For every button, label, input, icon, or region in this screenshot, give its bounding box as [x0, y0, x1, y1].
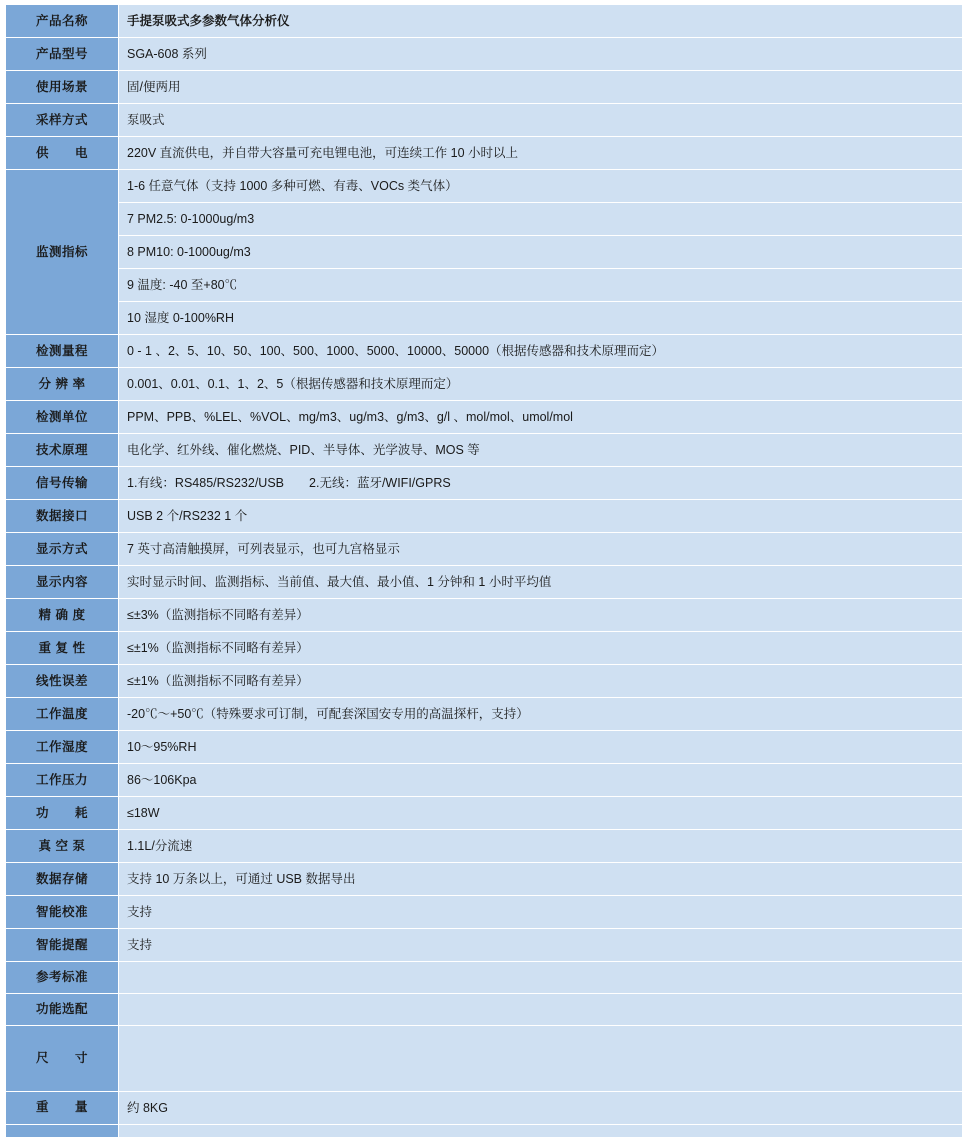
row-label: 重 量 — [6, 1091, 119, 1124]
table-row — [6, 500, 963, 533]
indicator-text: 7 PM2.5: 0-1000ug/m3 — [119, 203, 962, 236]
table-row — [6, 368, 963, 401]
row-label: 功能选配 — [6, 993, 119, 1025]
row-value: 10～95%RH — [119, 731, 963, 764]
row-value: 86～106Kpa — [119, 764, 963, 797]
row-value: 手提泵吸式多参数气体分析仪 — [119, 5, 963, 38]
row-value: ≤±1%（监测指标不同略有差异） — [119, 665, 963, 698]
row-value: 实时显示时间、监测指标、当前值、最大值、最小值、1 分钟和 1 小时平均值 — [119, 566, 963, 599]
table-row — [6, 764, 963, 797]
row-value: USB 2 个/RS232 1 个 — [119, 500, 963, 533]
list-item — [119, 269, 962, 302]
row-value: 支持 — [119, 896, 963, 929]
table-row — [6, 38, 963, 71]
row-label — [6, 1124, 119, 1137]
row-label: 工作温度 — [6, 698, 119, 731]
row-label: 产品名称 — [6, 5, 119, 38]
row-label: 线性误差 — [6, 665, 119, 698]
row-label: 信号传输 — [6, 467, 119, 500]
indicator-text: 8 PM10: 0-1000ug/m3 — [119, 236, 962, 269]
row-value: 1.有线：RS485/RS232/USB 2.无线：蓝牙/WIFI/GPRS — [119, 467, 963, 500]
row-label: 使用场景 — [6, 71, 119, 104]
row-value: 电化学、红外线、催化燃烧、PID、半导体、光学波导、MOS 等 — [119, 434, 963, 467]
indicator-text: 10 湿度 0-100%RH — [119, 302, 962, 335]
row-label: 数据存储 — [6, 863, 119, 896]
row-label: 供 电 — [6, 137, 119, 170]
table-row — [6, 335, 963, 368]
row-label: 显示内容 — [6, 566, 119, 599]
row-value-group — [119, 170, 963, 335]
list-item — [119, 236, 962, 269]
row-label: 显示方式 — [6, 533, 119, 566]
row-value: 7 英寸高清触摸屏，可列表显示，也可九宫格显示 — [119, 533, 963, 566]
row-label: 参考标准 — [6, 962, 119, 994]
table-row — [6, 962, 963, 994]
row-value: 1.1L/分流速 — [119, 830, 963, 863]
row-value: ≤±3%（监测指标不同略有差异） — [119, 599, 963, 632]
row-label: 精 确 度 — [6, 599, 119, 632]
table-row — [6, 434, 963, 467]
row-value: -20℃～+50℃（特殊要求可订制，可配套深国安专用的高温探杆，支持） — [119, 698, 963, 731]
product-spec-table — [5, 4, 963, 1138]
table-row — [6, 533, 963, 566]
table-row — [6, 1124, 963, 1137]
row-value: 支持 — [119, 929, 963, 962]
row-label: 智能校准 — [6, 896, 119, 929]
table-row — [6, 104, 963, 137]
table-row — [6, 5, 963, 38]
table-row — [6, 863, 963, 896]
row-value: ≤±1%（监测指标不同略有差异） — [119, 632, 963, 665]
options-list — [119, 1025, 963, 1091]
list-item — [119, 302, 962, 335]
list-item — [119, 170, 962, 203]
table-row — [6, 71, 963, 104]
table-row — [6, 566, 963, 599]
row-label: 技术原理 — [6, 434, 119, 467]
option-item — [127, 1058, 954, 1081]
row-label: 真 空 泵 — [6, 830, 119, 863]
option-item — [127, 1036, 954, 1059]
row-label: 数据接口 — [6, 500, 119, 533]
row-value: 220V 直流供电，并自带大容量可充电锂电池，可连续工作 10 小时以上 — [119, 137, 963, 170]
row-label: 工作压力 — [6, 764, 119, 797]
row-label: 重 复 性 — [6, 632, 119, 665]
row-value: 泵吸式 — [119, 104, 963, 137]
row-value: 固/便两用 — [119, 71, 963, 104]
row-label: 功 耗 — [6, 797, 119, 830]
table-row — [6, 665, 963, 698]
list-item — [119, 203, 962, 236]
row-value — [119, 962, 963, 994]
table-row-standards — [6, 993, 963, 1025]
table-row — [6, 137, 963, 170]
row-label: 智能提醒 — [6, 929, 119, 962]
row-value: 0.001、0.01、0.1、1、2、5（根据传感器和技术原理而定） — [119, 368, 963, 401]
table-row — [6, 401, 963, 434]
table-row — [6, 467, 963, 500]
row-value: 支持 10 万条以上，可通过 USB 数据导出 — [119, 863, 963, 896]
row-label: 分 辨 率 — [6, 368, 119, 401]
row-value — [119, 1124, 963, 1137]
row-value: PPM、PPB、%LEL、%VOL、mg/m3、ug/m3、g/m3、g/l 、mol/mol、umol/mol — [119, 401, 963, 434]
row-value: 约 8KG — [119, 1091, 963, 1124]
table-row — [6, 797, 963, 830]
table-row — [6, 599, 963, 632]
row-value: ≤18W — [119, 797, 963, 830]
monitoring-indicator-list — [119, 170, 962, 334]
table-row — [6, 929, 963, 962]
table-row — [6, 632, 963, 665]
row-label: 工作湿度 — [6, 731, 119, 764]
table-row-options — [6, 1025, 963, 1091]
indicator-text: 1-6 任意气体（支持 1000 多种可燃、有毒、VOCs 类气体） — [119, 170, 962, 203]
table-row — [6, 698, 963, 731]
standards-list — [119, 993, 963, 1025]
row-label: 采样方式 — [6, 104, 119, 137]
table-row — [6, 731, 963, 764]
row-value: SGA-608 系列 — [119, 38, 963, 71]
indicator-text: 9 温度: -40 至+80℃ — [119, 269, 962, 302]
row-label: 产品型号 — [6, 38, 119, 71]
row-label: 检测量程 — [6, 335, 119, 368]
row-label: 监测指标 — [6, 170, 119, 335]
table-row — [6, 896, 963, 929]
row-value: 0 - 1 、2、5、10、50、100、500、1000、5000、10000、50000（根据传感器和技术原理而定） — [119, 335, 963, 368]
row-label: 检测单位 — [6, 401, 119, 434]
table-row — [6, 830, 963, 863]
table-row — [6, 1091, 963, 1124]
row-label: 尺 寸 — [6, 1025, 119, 1091]
table-row-monitoring-indicators — [6, 170, 963, 335]
